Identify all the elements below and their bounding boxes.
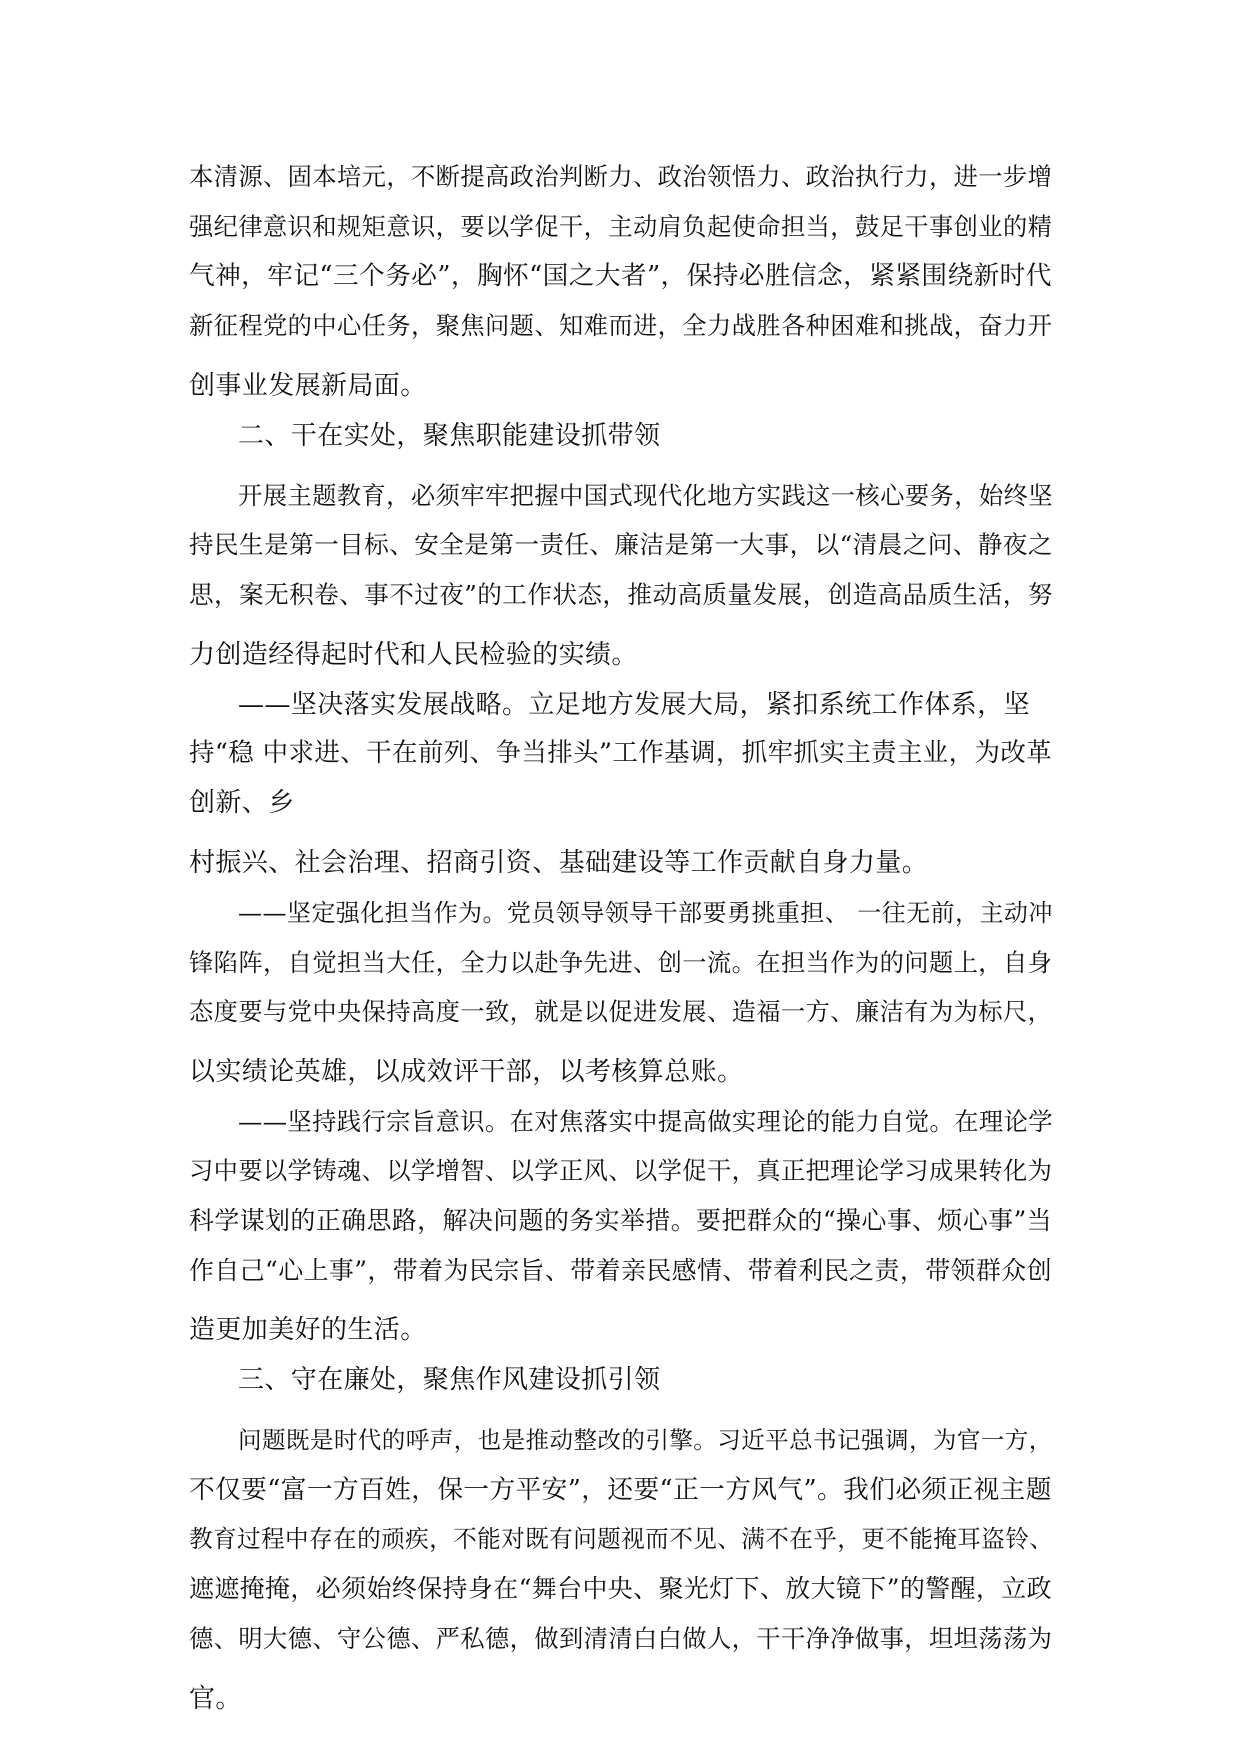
text-line: 官。 [189, 1684, 242, 1714]
text-line: 新征程党的中心任务，聚焦问题、知难而进，全力战胜各种困难和挑战，奋力开 [189, 311, 1053, 340]
text-line: 作自己“心上事”，带着为民宗旨、带着亲民感情、带着利民之责，带领群众创 [189, 1256, 1052, 1285]
text-line: 不仅要“富一方百姓，保一方平安”，还要“正一方风气”。我们必须正视主题 [189, 1475, 1052, 1505]
text-line: 开展主题教育，必须牢牢把握中国式现代化地方实践这一核心要务，始终坚 [238, 481, 1053, 510]
text-line: 问题既是时代的呼声，也是推动整改的引擎。习近平总书记强调，为官一方， [238, 1426, 1053, 1454]
section-heading: 三、守在廉处，聚焦作风建设抓引领 [238, 1365, 661, 1395]
text-line: 气神，牢记“三个务必”，胸怀“国之大者”，保持必胜信念，紧紧围绕新时代 [189, 261, 1052, 291]
text-line: 本清源、固本培元，不断提高政治判断力、政治领悟力、政治执行力，进一步增 [189, 162, 1053, 191]
text-line: 锋陷阵，自觉担当大任，全力以赴争先进、创一流。在担当作为的问题上，自身 [189, 948, 1053, 977]
text-line: 力创造经得起时代和人民检验的实绩。 [189, 640, 638, 670]
text-line: 德、明大德、守公德、严私德，做到清清白白做人，干干净净做事，坦坦荡荡为 [189, 1624, 1053, 1653]
text-line: 以实绩论英雄，以成效评干部，以考核算总账。 [189, 1057, 744, 1087]
text-line: 创新、乡 [189, 788, 295, 818]
text-line: 强纪律意识和规矩意识，要以学促干，主动肩负起使命担当，鼓足干事创业的精 [189, 212, 1053, 241]
text-line: 持民生是第一目标、安全是第一责任、廉洁是第一大事，以“清晨之问、静夜之 [189, 530, 1053, 559]
text-line: 态度要与党中央保持高度一致，就是以促进发展、造福一方、廉洁有为为标尺， [189, 997, 1053, 1026]
text-line: ——坚定强化担当作为。党员领导领导干部要勇挑重担、 一往无前，主动冲 [238, 899, 1053, 927]
text-line: 遮遮掩掩，必须始终保持身在“舞台中央、聚光灯下、放大镜下”的警醒，立政 [189, 1574, 1052, 1603]
text-line: 村振兴、社会治理、招商引资、基础建设等工作贡献自身力量。 [189, 848, 929, 878]
text-line: 造更加美好的生活。 [189, 1315, 427, 1345]
text-line: 习中要以学铸魂、以学增智、以学正风、以学促干，真正把理论学习成果转化为 [189, 1156, 1053, 1185]
text-line: 科学谋划的正确思路，解决问题的务实举措。要把群众的“操心事、烦心事”当 [189, 1206, 1052, 1235]
text-line: 思，案无积卷、事不过夜”的工作状态，推动高质量发展，创造高品质生活，努 [189, 580, 1053, 609]
text-line: ——坚决落实发展战略。立足地方发展大局，紧扣系统工作体系，坚 [238, 690, 1031, 720]
text-line: ——坚持践行宗旨意识。在对焦落实中提高做实理论的能力自觉。在理论学 [238, 1107, 1053, 1136]
text-line: 创事业发展新局面。 [189, 371, 427, 401]
text-line: 教育过程中存在的顽疾，不能对既有问题视而不见、满不在乎，更不能掩耳盗铃、 [189, 1525, 1054, 1553]
text-line: 持“稳 中求进、干在前列、争当排头”工作基调，抓牢抓实主责主业，为改革 [189, 738, 1053, 768]
section-heading: 二、干在实处，聚焦职能建设抓带领 [238, 421, 661, 451]
